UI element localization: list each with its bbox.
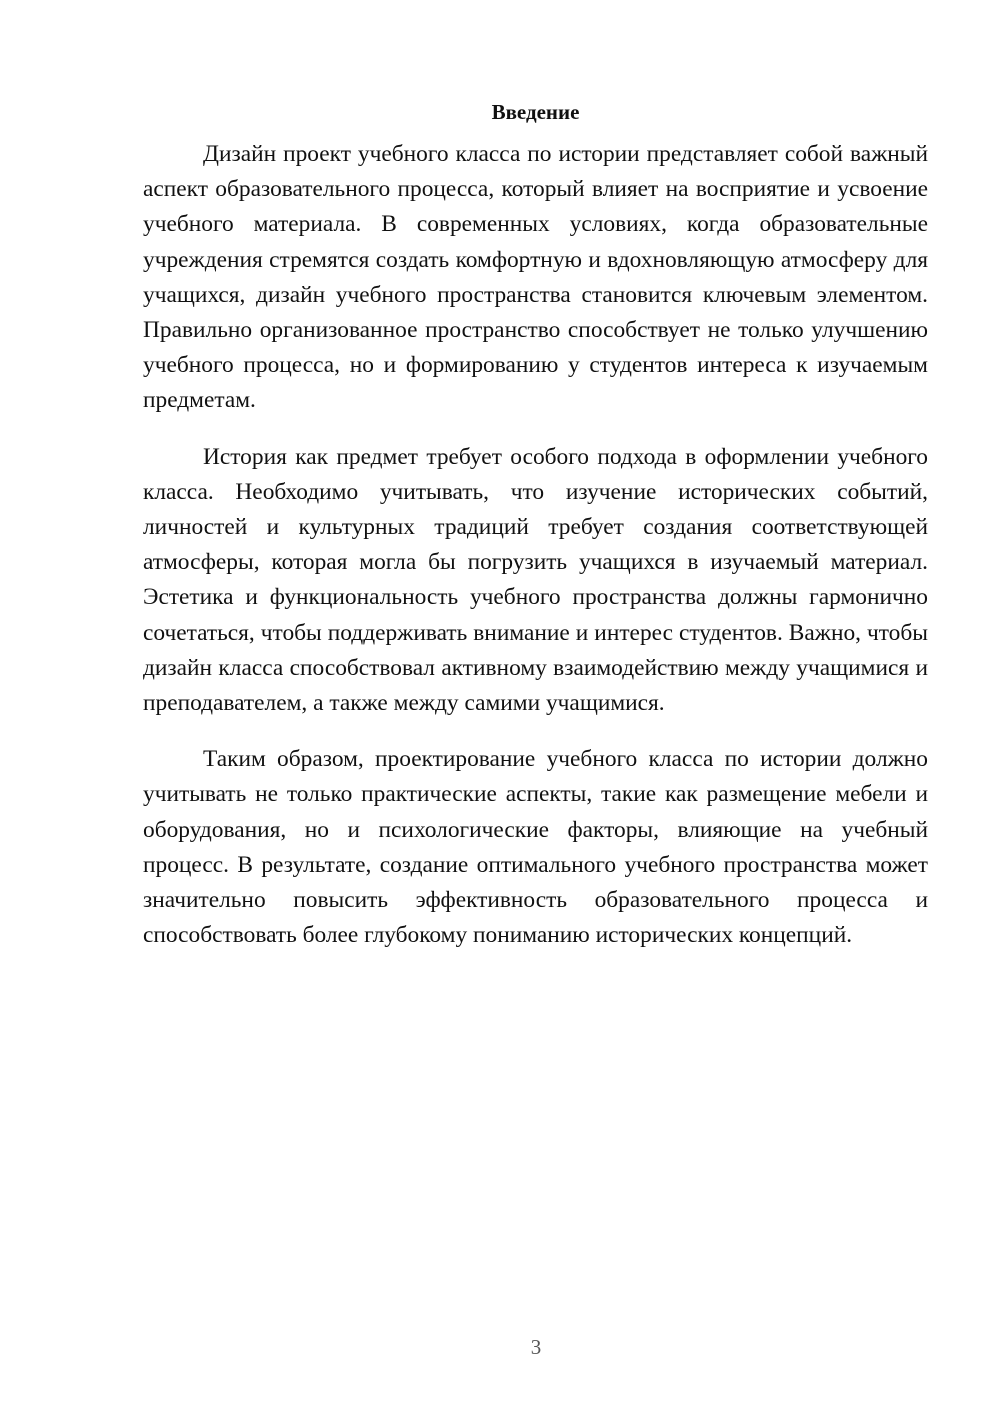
page-number: 3 bbox=[530, 1335, 542, 1359]
paragraph-1: Дизайн проект учебного класса по истории представляет собой важный аспект образовательного процесса, который влияет на восприятие и усвоение учебного материала. В современных условиях, когда образовательные учреждения стремятся создать комфортную и вдохновляющую атмосферу для учащихся, дизайн учебного пространства становится ключевым элементом. Правильно организованное пространство способствует не только улучшению учебного процесса, но и формированию у студентов интереса к изучаемым предметам. bbox=[143, 141, 928, 414]
paragraph-3: Таким образом, проектирование учебного класса по истории должно учитывать не только практические аспекты, такие как размещение мебели и оборудования, но и психологические факторы, влияющие на учебный процесс. В результате, создание оптимального учебного пространства может значительно повысить эффективность образовательного процесса и способствовать более глубокому пониманию исторических концепций. bbox=[143, 746, 928, 949]
section-heading: Введение bbox=[491, 100, 580, 124]
page-content bbox=[143, 97, 928, 974]
paragraph-2: История как предмет требует особого подхода в оформлении учебного класса. Необходимо учитывать, что изучение исторических событий, личностей и культурных традиций требует создания соответствующей атмосферы, которая могла бы погрузить учащихся в изучаемый материал. Эстетика и функциональность учебного пространства должны гармонично сочетаться, чтобы поддерживать внимание и интерес студентов. Важно, чтобы дизайн класса способствовал активному взаимодействию между учащимися и преподавателем, а также между самими учащимися. bbox=[143, 443, 928, 717]
